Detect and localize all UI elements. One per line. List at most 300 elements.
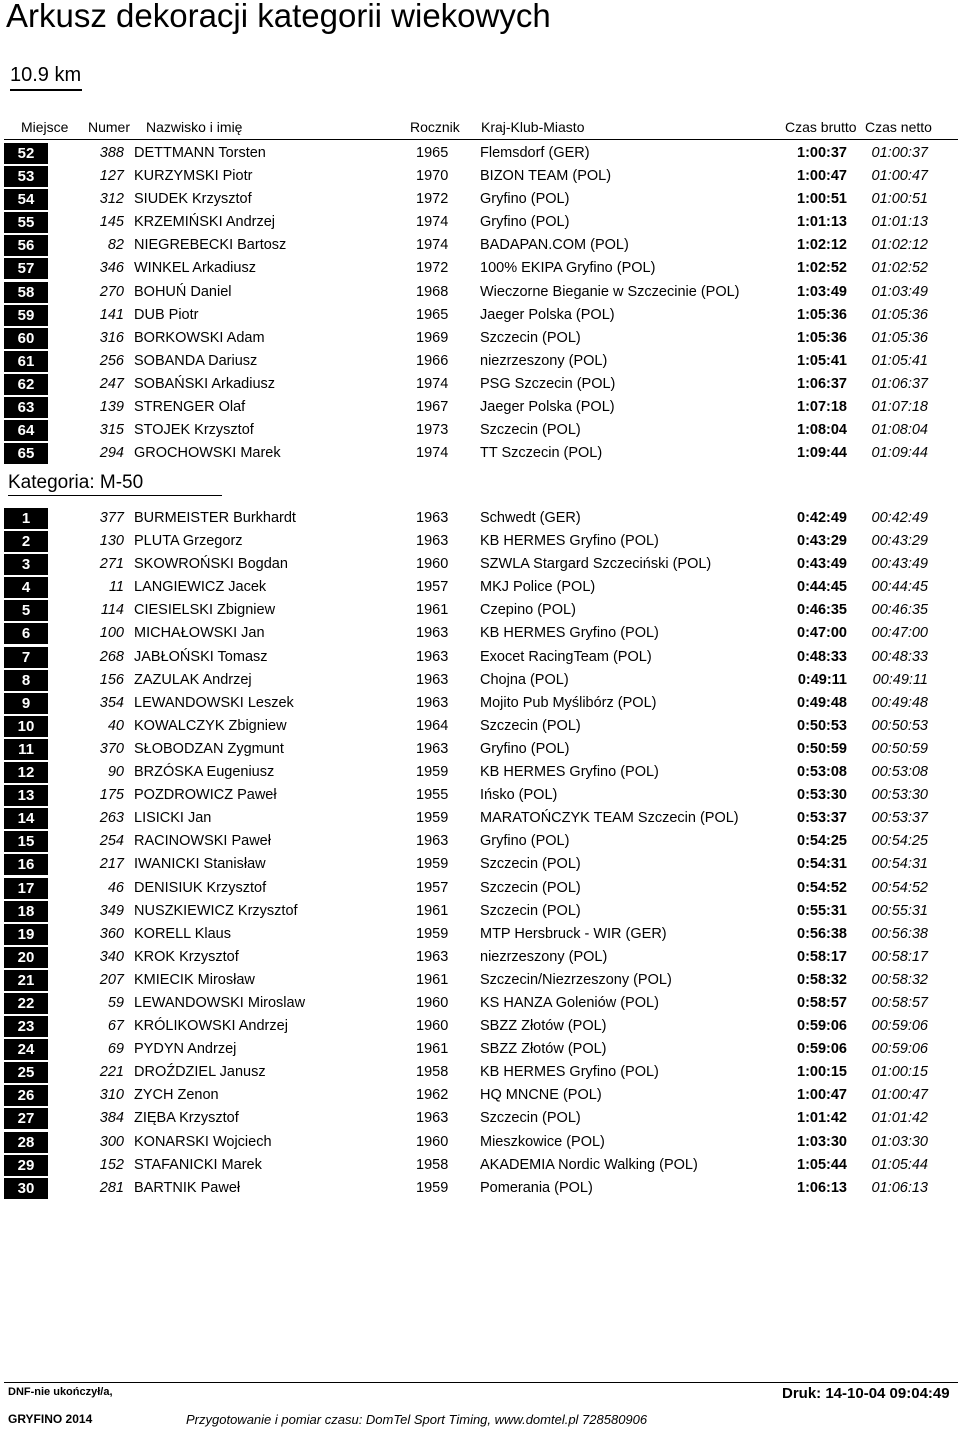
header-rocznik: Rocznik (410, 119, 460, 135)
place-badge: 24 (4, 1039, 48, 1060)
net-time: 01:07:18 (871, 399, 928, 416)
place-badge: 19 (4, 924, 48, 945)
runner-name: LANGIEWICZ Jacek (134, 579, 267, 596)
birth-year: 1974 (416, 445, 449, 462)
club-name: Ińsko (POL) (480, 787, 558, 804)
runner-name: LEWANDOWSKI Leszek (134, 694, 294, 711)
table-row (0, 257, 960, 280)
net-time: 00:46:35 (871, 602, 928, 619)
header-miejsce: Miejsce (21, 119, 69, 135)
table-row (0, 1154, 960, 1177)
distance-underline (10, 89, 82, 91)
birth-year: 1974 (416, 375, 449, 392)
club-name: SBZZ Złotów (POL) (480, 1018, 607, 1035)
bib-number: 340 (99, 948, 124, 965)
runner-name: BURMEISTER Burkhardt (134, 510, 296, 526)
bib-number: 90 (107, 764, 124, 781)
runner-name: STRENGER Olaf (134, 399, 246, 416)
place-badge: 54 (4, 189, 48, 210)
club-name: AKADEMIA Nordic Walking (POL) (480, 1156, 698, 1173)
birth-year: 1963 (416, 533, 449, 550)
runner-name: DENISIUK Krzysztof (134, 879, 267, 896)
place-badge: 20 (4, 947, 48, 968)
club-name: MARATOŃCZYK TEAM Szczecin (POL) (480, 810, 739, 827)
gross-time: 0:53:08 (797, 764, 847, 781)
runner-name: ZAZULAK Andrzej (134, 671, 252, 688)
runner-name: IWANICKI Stanisław (134, 856, 266, 873)
bib-number: 221 (99, 1064, 124, 1081)
runner-name: DROŹDZIEL Janusz (134, 1064, 266, 1081)
club-name: Szczecin (POL) (480, 329, 581, 346)
birth-year: 1964 (416, 717, 449, 734)
gross-time: 0:48:33 (797, 648, 847, 665)
runner-name: BORKOWSKI Adam (134, 329, 265, 346)
table-row (0, 327, 960, 350)
place-badge: 18 (4, 901, 48, 922)
table-row (0, 1061, 960, 1084)
gross-time: 1:00:51 (797, 191, 847, 208)
bib-number: 145 (99, 214, 124, 231)
net-time: 00:58:57 (871, 994, 928, 1011)
table-row (0, 715, 960, 738)
birth-year: 1959 (416, 764, 449, 781)
runner-name: PLUTA Grzegorz (134, 533, 243, 550)
place-badge: 26 (4, 1085, 48, 1106)
bib-number: 300 (99, 1133, 124, 1150)
bib-number: 360 (99, 925, 124, 942)
birth-year: 1960 (416, 1018, 449, 1035)
gross-time: 0:54:25 (797, 833, 847, 850)
table-row (0, 784, 960, 807)
table-row (0, 576, 960, 599)
table-row (0, 530, 960, 553)
header-numer: Numer (88, 119, 131, 135)
gross-time: 0:53:37 (797, 810, 847, 827)
table-row (0, 877, 960, 900)
runner-name: NUSZKIEWICZ Krzysztof (134, 902, 298, 919)
birth-year: 1972 (416, 260, 449, 277)
club-name: Gryfino (POL) (480, 214, 570, 231)
gross-time: 0:54:52 (797, 879, 847, 896)
table-row (0, 1015, 960, 1038)
net-time: 01:00:51 (871, 191, 928, 208)
place-badge: 59 (4, 305, 48, 326)
place-badge: 65 (4, 443, 48, 464)
gross-time: 0:59:06 (797, 1041, 847, 1058)
bib-number: 100 (99, 625, 124, 642)
gross-time: 1:05:36 (797, 306, 847, 323)
net-time: 00:58:17 (871, 948, 928, 965)
club-name: Chojna (POL) (480, 671, 569, 688)
net-time: 01:00:15 (871, 1064, 928, 1081)
table-row (0, 350, 960, 373)
bib-number: 377 (99, 510, 124, 526)
bib-number: 207 (99, 971, 124, 988)
gross-time: 0:54:31 (797, 856, 847, 873)
place-badge: 8 (4, 670, 48, 691)
table-row (0, 1038, 960, 1061)
bib-number: 69 (107, 1041, 124, 1058)
footer-credits: Przygotowanie i pomiar czasu: DomTel Sport Timing, www.domtel.pl 728580906 (186, 1412, 648, 1427)
table-row (0, 234, 960, 257)
gross-time: 0:43:29 (797, 533, 847, 550)
runner-name: BRZÓSKA Eugeniusz (134, 764, 275, 781)
birth-year: 1960 (416, 556, 449, 573)
place-badge: 10 (4, 716, 48, 737)
place-badge: 64 (4, 420, 48, 441)
gross-time: 0:46:35 (797, 602, 847, 619)
birth-year: 1963 (416, 740, 449, 757)
net-time: 00:58:32 (871, 971, 928, 988)
table-row (0, 923, 960, 946)
net-time: 01:05:41 (871, 352, 928, 369)
place-badge: 15 (4, 831, 48, 852)
birth-year: 1970 (416, 168, 449, 185)
gross-time: 0:58:17 (797, 948, 847, 965)
place-badge: 13 (4, 785, 48, 806)
birth-year: 1969 (416, 329, 449, 346)
net-time: 00:53:37 (871, 810, 928, 827)
bib-number: 127 (99, 168, 124, 185)
club-name: Szczecin (POL) (480, 1110, 581, 1127)
runner-name: SOBAŃSKI Arkadiusz (134, 375, 276, 392)
runner-name: BOHUŃ Daniel (134, 283, 232, 300)
bib-number: 40 (107, 717, 124, 734)
gross-time: 1:07:18 (797, 399, 847, 416)
net-time: 01:00:37 (871, 145, 928, 161)
place-badge: 11 (4, 739, 48, 760)
birth-year: 1963 (416, 833, 449, 850)
gross-time: 0:50:59 (797, 740, 847, 757)
net-time: 01:06:13 (871, 1179, 928, 1196)
bib-number: 316 (99, 329, 124, 346)
bib-number: 152 (99, 1156, 124, 1173)
runner-name: KURZYMSKI Piotr (134, 168, 253, 185)
bib-number: 256 (99, 352, 124, 369)
club-name: Wieczorne Bieganie w Szczecinie (POL) (480, 283, 740, 300)
bib-number: 270 (99, 283, 124, 300)
net-time: 00:48:33 (871, 648, 928, 665)
birth-year: 1963 (416, 648, 449, 665)
bib-number: 263 (99, 810, 124, 827)
club-name: KS HANZA Goleniów (POL) (480, 994, 659, 1011)
category-underline (8, 495, 222, 496)
bib-number: 294 (99, 445, 124, 462)
gross-time: 1:00:47 (797, 168, 847, 185)
table-row (0, 761, 960, 784)
birth-year: 1963 (416, 1110, 449, 1127)
net-time: 00:43:49 (871, 556, 928, 573)
club-name: Pomerania (POL) (480, 1179, 593, 1196)
table-row (0, 738, 960, 761)
table-row (0, 188, 960, 211)
runner-name: LEWANDOWSKI Miroslaw (134, 994, 306, 1011)
table-row (0, 1107, 960, 1130)
footer-print-date: Druk: 14-10-04 09:04:49 (782, 1385, 950, 1402)
club-name: Szczecin (POL) (480, 856, 581, 873)
runner-name: SŁOBODZAN Zygmunt (134, 740, 284, 757)
place-badge: 25 (4, 1062, 48, 1083)
club-name: MTP Hersbruck - WIR (GER) (480, 925, 667, 942)
birth-year: 1963 (416, 510, 449, 526)
table-row (0, 553, 960, 576)
net-time: 01:05:36 (871, 306, 928, 323)
table-row (0, 1131, 960, 1154)
place-badge: 17 (4, 878, 48, 899)
runner-name: WINKEL Arkadiusz (134, 260, 256, 277)
club-name: Szczecin (POL) (480, 422, 581, 439)
place-badge: 30 (4, 1178, 48, 1199)
table-row (0, 946, 960, 969)
gross-time: 1:06:13 (797, 1179, 847, 1196)
bib-number: 349 (99, 902, 124, 919)
place-badge: 52 (4, 143, 48, 164)
gross-time: 0:44:45 (797, 579, 847, 596)
table-row (0, 807, 960, 830)
net-time: 01:01:13 (871, 214, 928, 231)
runner-name: POZDROWICZ Paweł (134, 787, 277, 804)
footer-divider (4, 1382, 958, 1383)
bib-number: 59 (107, 994, 124, 1011)
runner-name: MICHAŁOWSKI Jan (134, 625, 265, 642)
club-name: Gryfino (POL) (480, 833, 570, 850)
place-badge: 12 (4, 762, 48, 783)
runner-name: BARTNIK Paweł (134, 1179, 241, 1196)
table-row (0, 900, 960, 923)
birth-year: 1957 (416, 879, 449, 896)
bib-number: 141 (99, 306, 124, 323)
category-label: Kategoria: M-50 (8, 472, 144, 493)
net-time: 01:06:37 (871, 375, 928, 392)
net-time: 00:49:11 (872, 671, 928, 688)
gross-time: 0:43:49 (797, 556, 847, 573)
birth-year: 1955 (416, 787, 449, 804)
bib-number: 370 (99, 740, 124, 757)
net-time: 00:44:45 (871, 579, 928, 596)
runner-name: KMIECIK Mirosław (134, 971, 255, 988)
club-name: Jaeger Polska (POL) (480, 306, 615, 323)
place-badge: 28 (4, 1132, 48, 1153)
net-time: 01:02:52 (871, 260, 928, 277)
gross-time: 0:53:30 (797, 787, 847, 804)
club-name: Gryfino (POL) (480, 191, 570, 208)
footer-event: GRYFINO 2014 (8, 1412, 93, 1426)
birth-year: 1961 (416, 602, 449, 619)
club-name: niezrzeszony (POL) (480, 948, 608, 965)
net-time: 01:08:04 (871, 422, 928, 439)
birth-year: 1960 (416, 994, 449, 1011)
net-time: 01:01:42 (871, 1110, 928, 1127)
birth-year: 1961 (416, 971, 449, 988)
gross-time: 1:03:30 (797, 1133, 847, 1150)
place-badge: 27 (4, 1108, 48, 1129)
bib-number: 388 (99, 145, 124, 161)
gross-time: 1:05:41 (797, 352, 847, 369)
gross-time: 0:42:49 (797, 510, 847, 526)
runner-name: KONARSKI Wojciech (134, 1133, 272, 1150)
table-row (0, 692, 960, 715)
club-name: Szczecin (POL) (480, 879, 581, 896)
header-netto: Czas netto (865, 119, 932, 135)
club-name: KB HERMES Gryfino (POL) (480, 764, 659, 781)
place-badge: 61 (4, 351, 48, 372)
club-name: SZWLA Stargard Szczeciński (POL) (480, 556, 712, 573)
table-row (0, 646, 960, 669)
table-row (0, 969, 960, 992)
birth-year: 1963 (416, 625, 449, 642)
runner-name: JABŁOŃSKI Tomasz (134, 648, 268, 665)
gross-time: 0:58:57 (797, 994, 847, 1011)
runner-name: DUB Piotr (134, 306, 199, 323)
gross-time: 1:02:52 (797, 260, 847, 277)
gross-time: 0:59:06 (797, 1018, 847, 1035)
place-badge: 56 (4, 235, 48, 256)
runner-name: KOWALCZYK Zbigniew (134, 717, 287, 734)
table-row (0, 1177, 960, 1200)
club-name: Czepino (POL) (480, 602, 576, 619)
runner-name: ZYCH Zenon (134, 1087, 219, 1104)
bib-number: 310 (99, 1087, 124, 1104)
runner-name: STOJEK Krzysztof (134, 422, 254, 439)
bib-number: 130 (99, 533, 124, 550)
club-name: SBZZ Złotów (POL) (480, 1041, 607, 1058)
gross-time: 1:09:44 (797, 445, 847, 462)
club-name: Schwedt (GER) (480, 510, 581, 526)
table-row (0, 853, 960, 876)
birth-year: 1961 (416, 902, 449, 919)
bib-number: 46 (107, 879, 124, 896)
place-badge: 4 (4, 577, 48, 598)
net-time: 00:53:30 (871, 787, 928, 804)
gross-time: 1:02:12 (797, 237, 847, 254)
birth-year: 1960 (416, 1133, 449, 1150)
runner-name: STAFANICKI Marek (134, 1156, 262, 1173)
gross-time: 0:58:32 (797, 971, 847, 988)
club-name: Szczecin (POL) (480, 717, 581, 734)
bib-number: 354 (99, 694, 124, 711)
runner-name: SIUDEK Krzysztof (134, 191, 252, 208)
net-time: 00:53:08 (871, 764, 928, 781)
bib-number: 254 (99, 833, 124, 850)
runner-name: KRZEMIŃSKI Andrzej (134, 214, 276, 231)
club-name: Mojito Pub Myślibórz (POL) (480, 694, 657, 711)
club-name: PSG Szczecin (POL) (480, 375, 616, 392)
table-row (0, 304, 960, 327)
bib-number: 281 (99, 1179, 124, 1196)
table-row (0, 165, 960, 188)
table-row (0, 281, 960, 304)
net-time: 01:05:44 (871, 1156, 928, 1173)
header-nazwisko: Nazwisko i imię (146, 119, 243, 135)
birth-year: 1963 (416, 671, 449, 688)
bib-number: 312 (99, 191, 124, 208)
header-klub: Kraj-Klub-Miasto (481, 119, 585, 135)
bib-number: 315 (99, 422, 124, 439)
birth-year: 1966 (416, 352, 449, 369)
place-badge: 2 (4, 531, 48, 552)
bib-number: 271 (99, 556, 124, 573)
club-name: Szczecin (POL) (480, 902, 581, 919)
runner-name: PYDYN Andrzej (134, 1041, 237, 1058)
club-name: 100% EKIPA Gryfino (POL) (480, 260, 656, 277)
place-badge: 63 (4, 397, 48, 418)
net-time: 00:42:49 (871, 510, 928, 526)
birth-year: 1959 (416, 810, 449, 827)
net-time: 00:54:31 (871, 856, 928, 873)
place-badge: 14 (4, 808, 48, 829)
club-name: HQ MNCNE (POL) (480, 1087, 602, 1104)
runner-name: SKOWROŃSKI Bogdan (134, 556, 288, 573)
place-badge: 5 (4, 600, 48, 621)
birth-year: 1959 (416, 925, 449, 942)
net-time: 00:54:25 (871, 833, 928, 850)
place-badge: 29 (4, 1155, 48, 1176)
table-row (0, 507, 960, 530)
gross-time: 0:56:38 (797, 925, 847, 942)
bib-number: 114 (100, 602, 124, 619)
place-badge: 53 (4, 166, 48, 187)
bib-number: 175 (99, 787, 124, 804)
club-name: niezrzeszony (POL) (480, 352, 608, 369)
net-time: 01:00:47 (871, 1087, 928, 1104)
place-badge: 21 (4, 970, 48, 991)
table-row (0, 442, 960, 465)
birth-year: 1959 (416, 1179, 449, 1196)
table-row (0, 1084, 960, 1107)
bib-number: 11 (108, 579, 124, 596)
results-table-open (0, 142, 960, 465)
net-time: 00:49:48 (871, 694, 928, 711)
runner-name: LISICKI Jan (134, 810, 212, 827)
place-badge: 22 (4, 993, 48, 1014)
club-name: Flemsdorf (GER) (480, 145, 590, 161)
place-badge: 7 (4, 647, 48, 668)
club-name: KB HERMES Gryfino (POL) (480, 1064, 659, 1081)
birth-year: 1967 (416, 399, 449, 416)
results-table-m50 (0, 507, 960, 1200)
net-time: 00:50:59 (871, 740, 928, 757)
bib-number: 247 (99, 375, 124, 392)
table-row (0, 142, 960, 165)
birth-year: 1973 (416, 422, 449, 439)
club-name: MKJ Police (POL) (480, 579, 596, 596)
place-badge: 58 (4, 282, 48, 303)
club-name: Exocet RacingTeam (POL) (480, 648, 652, 665)
net-time: 00:50:53 (871, 717, 928, 734)
club-name: KB HERMES Gryfino (POL) (480, 625, 659, 642)
net-time: 01:00:47 (871, 168, 928, 185)
bib-number: 217 (99, 856, 124, 873)
table-row (0, 419, 960, 442)
gross-time: 0:49:11 (797, 671, 847, 688)
gross-time: 0:49:48 (797, 694, 847, 711)
birth-year: 1974 (416, 214, 449, 231)
club-name: BIZON TEAM (POL) (480, 168, 612, 185)
net-time: 01:03:30 (871, 1133, 928, 1150)
birth-year: 1974 (416, 237, 449, 254)
birth-year: 1958 (416, 1156, 449, 1173)
club-name: KB HERMES Gryfino (POL) (480, 533, 659, 550)
header-brutto: Czas brutto (785, 119, 857, 135)
place-badge: 6 (4, 623, 48, 644)
net-time: 01:03:49 (871, 283, 928, 300)
net-time: 00:54:52 (871, 879, 928, 896)
birth-year: 1965 (416, 306, 449, 323)
gross-time: 0:50:53 (797, 717, 847, 734)
page-title: Arkusz dekoracji kategorii wiekowych (6, 0, 551, 34)
place-badge: 23 (4, 1016, 48, 1037)
table-row (0, 992, 960, 1015)
